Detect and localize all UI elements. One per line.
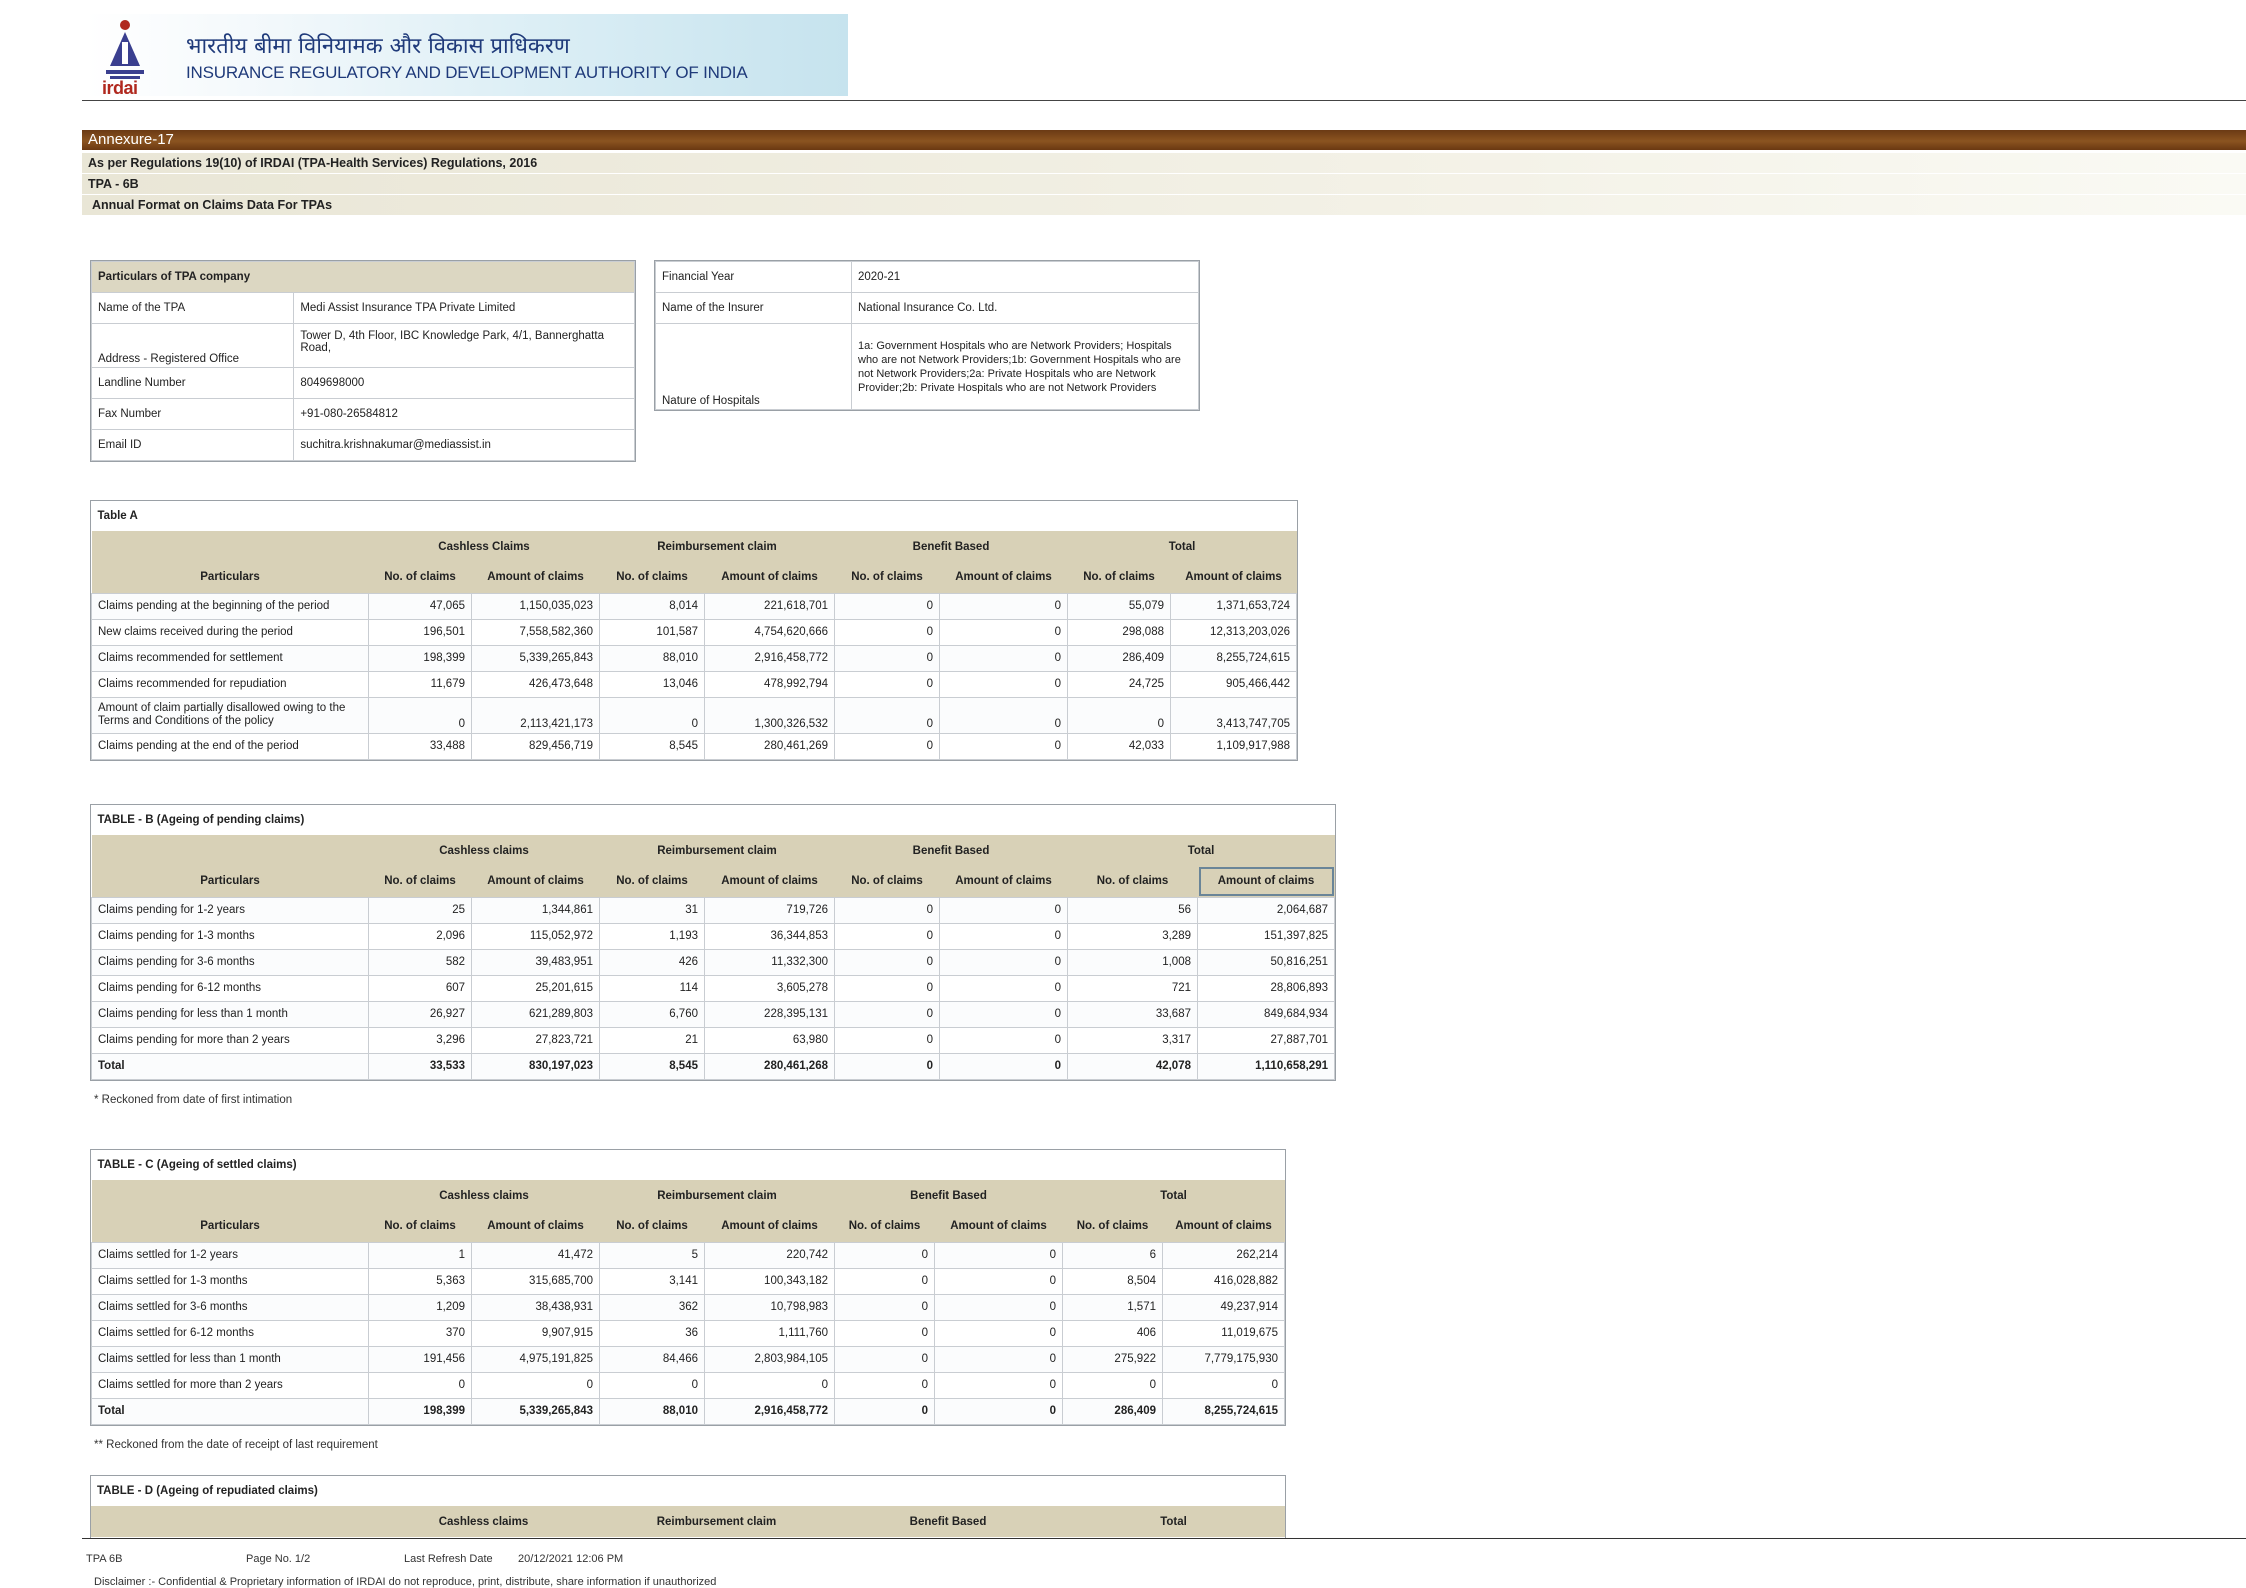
table-d-title: TABLE - D (Ageing of repudiated claims) xyxy=(91,1476,1285,1506)
row-label: Claims pending for 6-12 months xyxy=(92,975,369,1001)
cell-value: 0 xyxy=(940,1001,1068,1027)
insurer-table xyxy=(655,261,1199,410)
cell-value: 47,065 xyxy=(369,593,472,619)
total-value: 5,339,265,843 xyxy=(472,1398,600,1424)
cell-value: 42,033 xyxy=(1068,733,1171,759)
cell-value: 49,237,914 xyxy=(1163,1294,1285,1320)
cell-value: 0 xyxy=(940,949,1068,975)
cell-value: 0 xyxy=(935,1346,1063,1372)
footer-refresh-label: Last Refresh Date xyxy=(404,1553,493,1565)
table-row xyxy=(92,1242,1285,1268)
insurer-value: National Insurance Co. Ltd. xyxy=(852,293,1199,324)
cell-value: 0 xyxy=(835,593,940,619)
cell-value: 416,028,882 xyxy=(1163,1268,1285,1294)
cell-value: 1,300,326,532 xyxy=(705,697,835,733)
total-value: 286,409 xyxy=(1063,1398,1163,1424)
irdai-banner xyxy=(86,14,848,96)
tpa-heading: Particulars of TPA company xyxy=(92,262,635,293)
row-label: Claims recommended for settlement xyxy=(92,645,369,671)
cell-value: 426,473,648 xyxy=(472,671,600,697)
format-line: Annual Format on Claims Data For TPAs xyxy=(82,195,2246,215)
cell-value: 0 xyxy=(835,1320,935,1346)
table-a-grid xyxy=(91,501,1297,760)
cell-value: 0 xyxy=(835,619,940,645)
cell-value: 220,742 xyxy=(705,1242,835,1268)
column-header: No. of claims xyxy=(1068,562,1171,593)
total-value: 1,110,658,291 xyxy=(1198,1053,1335,1079)
table-row xyxy=(92,1346,1285,1372)
cell-value: 905,466,442 xyxy=(1171,671,1297,697)
column-header: Amount of claims xyxy=(472,562,600,593)
cell-value: 1 xyxy=(369,1242,472,1268)
cell-value: 275,922 xyxy=(1063,1346,1163,1372)
table-row xyxy=(92,671,1297,697)
cell-value: 1,008 xyxy=(1068,949,1198,975)
cell-value: 228,395,131 xyxy=(705,1001,835,1027)
cell-value: 100,343,182 xyxy=(705,1268,835,1294)
group-header: Total xyxy=(1068,835,1335,866)
cell-value: 1,109,917,988 xyxy=(1171,733,1297,759)
cell-value: 621,289,803 xyxy=(472,1001,600,1027)
row-label: Claims settled for 3-6 months xyxy=(92,1294,369,1320)
insurer-label: Financial Year xyxy=(656,262,852,293)
cell-value: 196,501 xyxy=(369,619,472,645)
group-header: Cashless claims xyxy=(368,1506,599,1537)
total-value: 8,255,724,615 xyxy=(1163,1398,1285,1424)
table-row xyxy=(92,1294,1285,1320)
column-header: No. of claims xyxy=(835,1211,935,1242)
group-header: Benefit Based xyxy=(835,531,1068,562)
cell-value: 280,461,269 xyxy=(705,733,835,759)
cell-value: 5,363 xyxy=(369,1268,472,1294)
table-row xyxy=(92,1027,1335,1053)
cell-value: 4,754,620,666 xyxy=(705,619,835,645)
cell-value: 607 xyxy=(369,975,472,1001)
cell-value: 1,344,861 xyxy=(472,897,600,923)
cell-value: 0 xyxy=(935,1372,1063,1398)
group-header: Cashless claims xyxy=(369,835,600,866)
column-header: Amount of claims xyxy=(940,866,1068,897)
cell-value: 0 xyxy=(835,897,940,923)
cell-value: 7,558,582,360 xyxy=(472,619,600,645)
row-label: Claims settled for more than 2 years xyxy=(92,1372,369,1398)
total-value: 830,197,023 xyxy=(472,1053,600,1079)
cell-value: 286,409 xyxy=(1068,645,1171,671)
tpa-value: Tower D, 4th Floor, IBC Knowledge Park, 4/1, Bannerghatta Road, xyxy=(294,324,635,368)
row-label: Claims pending for more than 2 years xyxy=(92,1027,369,1053)
cell-value: 21 xyxy=(600,1027,705,1053)
column-header: Amount of claims xyxy=(940,562,1068,593)
cell-value: 3,141 xyxy=(600,1268,705,1294)
column-header: No. of claims xyxy=(1063,1211,1163,1242)
row-label: Claims pending for 1-3 months xyxy=(92,923,369,949)
row-label: Claims pending for less than 1 month xyxy=(92,1001,369,1027)
insurer-label: Name of the Insurer xyxy=(656,293,852,324)
column-header: No. of claims xyxy=(369,562,472,593)
column-header: Amount of claims xyxy=(472,1211,600,1242)
row-label: Claims pending for 1-2 years xyxy=(92,897,369,923)
cell-value: 8,545 xyxy=(600,733,705,759)
total-value: 8,545 xyxy=(600,1053,705,1079)
group-header: Reimbursement claim xyxy=(600,531,835,562)
column-header: No. of claims xyxy=(600,866,705,897)
column-header: Amount of claims xyxy=(705,866,835,897)
total-row xyxy=(92,1053,1335,1079)
cell-value: 0 xyxy=(835,1294,935,1320)
cell-value: 719,726 xyxy=(705,897,835,923)
table-row xyxy=(92,923,1335,949)
table-row xyxy=(92,1320,1285,1346)
cell-value: 0 xyxy=(935,1268,1063,1294)
column-header: Amount of claims xyxy=(705,562,835,593)
cell-value: 478,992,794 xyxy=(705,671,835,697)
cell-value: 0 xyxy=(940,733,1068,759)
cell-value: 0 xyxy=(835,923,940,949)
tpa-particulars-box xyxy=(90,260,636,462)
row-label: Claims settled for 6-12 months xyxy=(92,1320,369,1346)
cell-value: 84,466 xyxy=(600,1346,705,1372)
cell-value: 3,413,747,705 xyxy=(1171,697,1297,733)
total-value: 33,533 xyxy=(369,1053,472,1079)
cell-value: 101,587 xyxy=(600,619,705,645)
cell-value: 1,150,035,023 xyxy=(472,593,600,619)
cell-value: 0 xyxy=(835,975,940,1001)
tpa-value: +91-080-26584812 xyxy=(294,399,635,430)
total-value: 0 xyxy=(940,1053,1068,1079)
row-label: Claims recommended for repudiation xyxy=(92,671,369,697)
irdai-logo xyxy=(100,18,150,96)
cell-value: 298,088 xyxy=(1068,619,1171,645)
total-value: 280,461,268 xyxy=(705,1053,835,1079)
cell-value: 5 xyxy=(600,1242,705,1268)
column-header: No. of claims xyxy=(600,1211,705,1242)
cell-value: 582 xyxy=(369,949,472,975)
table-row xyxy=(92,1001,1335,1027)
cell-value: 0 xyxy=(835,1346,935,1372)
total-value: 2,916,458,772 xyxy=(705,1398,835,1424)
cell-value: 362 xyxy=(600,1294,705,1320)
cell-value: 12,313,203,026 xyxy=(1171,619,1297,645)
cell-value: 0 xyxy=(940,645,1068,671)
row-label: Claims pending for 3-6 months xyxy=(92,949,369,975)
row-label: Claims pending at the beginning of the period xyxy=(92,593,369,619)
cell-value: 0 xyxy=(935,1320,1063,1346)
column-header: Particulars xyxy=(92,866,369,897)
column-header: No. of claims xyxy=(835,562,940,593)
cell-value: 1,193 xyxy=(600,923,705,949)
cell-value: 0 xyxy=(835,697,940,733)
cell-value: 25 xyxy=(369,897,472,923)
tpa-label: Name of the TPA xyxy=(92,293,294,324)
cell-value: 1,209 xyxy=(369,1294,472,1320)
cell-value: 1,571 xyxy=(1063,1294,1163,1320)
cell-value: 262,214 xyxy=(1163,1242,1285,1268)
group-header: Cashless Claims xyxy=(369,531,600,562)
column-header: Particulars xyxy=(92,1211,369,1242)
tpa-particulars-table xyxy=(91,261,635,461)
column-header: No. of claims xyxy=(1068,866,1198,897)
column-header: No. of claims xyxy=(369,1211,472,1242)
cell-value: 151,397,825 xyxy=(1198,923,1335,949)
table-b xyxy=(90,804,1336,1081)
cell-value: 5,339,265,843 xyxy=(472,645,600,671)
cell-value: 1,371,653,724 xyxy=(1171,593,1297,619)
tpa-value: suchitra.krishnakumar@mediassist.in xyxy=(294,430,635,461)
cell-value: 0 xyxy=(1063,1372,1163,1398)
cell-value: 55,079 xyxy=(1068,593,1171,619)
column-header-selected[interactable]: Amount of claims xyxy=(1198,866,1335,897)
cell-value: 198,399 xyxy=(369,645,472,671)
cell-value: 28,806,893 xyxy=(1198,975,1335,1001)
regulation-line: As per Regulations 19(10) of IRDAI (TPA-Health Services) Regulations, 2016 xyxy=(82,153,2246,173)
cell-value: 0 xyxy=(705,1372,835,1398)
cell-value: 2,916,458,772 xyxy=(705,645,835,671)
tpa-value: Medi Assist Insurance TPA Private Limited xyxy=(294,293,635,324)
table-row xyxy=(92,619,1297,645)
footer-rule xyxy=(82,1538,2246,1539)
cell-value: 36 xyxy=(600,1320,705,1346)
cell-value: 0 xyxy=(940,593,1068,619)
hindi-title: भारतीय बीमा विनियामक और विकास प्राधिकरण xyxy=(186,34,570,59)
cell-value: 0 xyxy=(940,1027,1068,1053)
group-header: Total xyxy=(1062,1506,1285,1537)
cell-value: 829,456,719 xyxy=(472,733,600,759)
insurer-box xyxy=(654,260,1200,411)
table-row xyxy=(92,897,1335,923)
cell-value: 33,687 xyxy=(1068,1001,1198,1027)
cell-value: 315,685,700 xyxy=(472,1268,600,1294)
table-row xyxy=(92,1268,1285,1294)
table-row xyxy=(92,949,1335,975)
cell-value: 39,483,951 xyxy=(472,949,600,975)
total-value: 0 xyxy=(835,1053,940,1079)
tpa-label: Landline Number xyxy=(92,368,294,399)
cell-value: 0 xyxy=(369,697,472,733)
table-c xyxy=(90,1149,1286,1426)
group-header: Total xyxy=(1063,1180,1285,1211)
cell-value: 191,456 xyxy=(369,1346,472,1372)
group-header: Reimbursement claim xyxy=(599,1506,834,1537)
cell-value: 31 xyxy=(600,897,705,923)
group-header: Benefit Based xyxy=(835,1180,1063,1211)
group-header: Total xyxy=(1068,531,1297,562)
cell-value: 8,255,724,615 xyxy=(1171,645,1297,671)
annexure-title: Annexure-17 xyxy=(82,130,2246,150)
cell-value: 0 xyxy=(835,1242,935,1268)
cell-value: 8,504 xyxy=(1063,1268,1163,1294)
total-value: 0 xyxy=(935,1398,1063,1424)
cell-value: 24,725 xyxy=(1068,671,1171,697)
cell-value: 426 xyxy=(600,949,705,975)
footer-page: Page No. 1/2 xyxy=(246,1553,311,1565)
cell-value: 3,296 xyxy=(369,1027,472,1053)
cell-value: 0 xyxy=(835,1001,940,1027)
column-header: Amount of claims xyxy=(705,1211,835,1242)
table-row xyxy=(92,697,1297,733)
column-header: Amount of claims xyxy=(472,866,600,897)
table-b-grid xyxy=(91,805,1335,1080)
cell-value: 0 xyxy=(940,697,1068,733)
cell-value: 0 xyxy=(835,949,940,975)
table-c-title: TABLE - C (Ageing of settled claims) xyxy=(92,1150,1285,1180)
cell-value: 114 xyxy=(600,975,705,1001)
cell-value: 25,201,615 xyxy=(472,975,600,1001)
cell-value: 849,684,934 xyxy=(1198,1001,1335,1027)
table-row xyxy=(92,733,1297,759)
cell-value: 115,052,972 xyxy=(472,923,600,949)
cell-value: 26,927 xyxy=(369,1001,472,1027)
row-label: New claims received during the period xyxy=(92,619,369,645)
cell-value: 6 xyxy=(1063,1242,1163,1268)
cell-value: 63,980 xyxy=(705,1027,835,1053)
tpa-value: 8049698000 xyxy=(294,368,635,399)
row-label: Amount of claim partially disallowed owing to the Terms and Conditions of the policy xyxy=(92,697,369,733)
table-c-note: ** Reckoned from the date of receipt of last requirement xyxy=(94,1439,378,1451)
english-title: INSURANCE REGULATORY AND DEVELOPMENT AUTHORITY OF INDIA xyxy=(186,63,748,82)
cell-value: 88,010 xyxy=(600,645,705,671)
cell-value: 0 xyxy=(940,897,1068,923)
cell-value: 9,907,915 xyxy=(472,1320,600,1346)
cell-value: 0 xyxy=(835,671,940,697)
table-a xyxy=(90,500,1298,761)
table-b-title: TABLE - B (Ageing of pending claims) xyxy=(92,805,1335,835)
form-line: TPA - 6B xyxy=(82,174,2246,194)
cell-value: 41,472 xyxy=(472,1242,600,1268)
row-label: Claims pending at the end of the period xyxy=(92,733,369,759)
cell-value: 3,317 xyxy=(1068,1027,1198,1053)
cell-value: 0 xyxy=(472,1372,600,1398)
cell-value: 11,019,675 xyxy=(1163,1320,1285,1346)
table-row xyxy=(92,593,1297,619)
cell-value: 221,618,701 xyxy=(705,593,835,619)
footer-refresh-value: 20/12/2021 12:06 PM xyxy=(518,1553,624,1565)
column-header: No. of claims xyxy=(835,866,940,897)
total-value: 42,078 xyxy=(1068,1053,1198,1079)
cell-value: 0 xyxy=(835,645,940,671)
cell-value: 2,096 xyxy=(369,923,472,949)
cell-value: 1,111,760 xyxy=(705,1320,835,1346)
column-header: No. of claims xyxy=(600,562,705,593)
cell-value: 2,803,984,105 xyxy=(705,1346,835,1372)
cell-value: 0 xyxy=(369,1372,472,1398)
insurer-label: Nature of Hospitals xyxy=(656,324,852,410)
cell-value: 0 xyxy=(835,1027,940,1053)
row-label: Claims settled for less than 1 month xyxy=(92,1346,369,1372)
header-rule xyxy=(82,100,2246,101)
total-value: 88,010 xyxy=(600,1398,705,1424)
cell-value: 0 xyxy=(1068,697,1171,733)
cell-value: 0 xyxy=(600,697,705,733)
total-label: Total xyxy=(92,1398,369,1424)
total-value: 0 xyxy=(835,1398,935,1424)
cell-value: 10,798,983 xyxy=(705,1294,835,1320)
group-header: Reimbursement claim xyxy=(600,1180,835,1211)
cell-value: 56 xyxy=(1068,897,1198,923)
cell-value: 13,046 xyxy=(600,671,705,697)
group-header: Cashless claims xyxy=(369,1180,600,1211)
cell-value: 0 xyxy=(1163,1372,1285,1398)
irdai-logo-text: irdai xyxy=(102,78,138,98)
total-value: 198,399 xyxy=(369,1398,472,1424)
tpa-label: Address - Registered Office xyxy=(92,324,294,368)
cell-value: 11,332,300 xyxy=(705,949,835,975)
cell-value: 11,679 xyxy=(369,671,472,697)
cell-value: 2,113,421,173 xyxy=(472,697,600,733)
cell-value: 0 xyxy=(835,733,940,759)
table-row xyxy=(92,975,1335,1001)
cell-value: 0 xyxy=(935,1242,1063,1268)
table-c-grid xyxy=(91,1150,1285,1425)
insurer-value: 1a: Government Hospitals who are Network Providers; Hospitals who are not Network Providers;1b: Government Hospitals who are not Network Providers;2a: Private Hospitals who are Network Provider;2b: Private Hospitals who are not Network Providers xyxy=(852,324,1199,410)
total-label: Total xyxy=(92,1053,369,1079)
table-a-title: Table A xyxy=(92,501,1297,531)
row-label: Claims settled for 1-3 months xyxy=(92,1268,369,1294)
total-row xyxy=(92,1398,1285,1424)
cell-value: 6,760 xyxy=(600,1001,705,1027)
cell-value: 0 xyxy=(935,1294,1063,1320)
column-header: Amount of claims xyxy=(935,1211,1063,1242)
table-d xyxy=(90,1475,1286,1539)
cell-value: 7,779,175,930 xyxy=(1163,1346,1285,1372)
cell-value: 8,014 xyxy=(600,593,705,619)
cell-value: 50,816,251 xyxy=(1198,949,1335,975)
insurer-value: 2020-21 xyxy=(852,262,1199,293)
table-d-grid xyxy=(91,1476,1285,1537)
cell-value: 36,344,853 xyxy=(705,923,835,949)
table-row xyxy=(92,1372,1285,1398)
cell-value: 3,289 xyxy=(1068,923,1198,949)
cell-value: 370 xyxy=(369,1320,472,1346)
cell-value: 0 xyxy=(835,1268,935,1294)
tpa-label: Email ID xyxy=(92,430,294,461)
group-header: Benefit Based xyxy=(835,835,1068,866)
cell-value: 0 xyxy=(940,975,1068,1001)
table-b-note: * Reckoned from date of first intimation xyxy=(94,1094,293,1106)
group-header: Benefit Based xyxy=(834,1506,1062,1537)
cell-value: 721 xyxy=(1068,975,1198,1001)
cell-value: 2,064,687 xyxy=(1198,897,1335,923)
cell-value: 406 xyxy=(1063,1320,1163,1346)
cell-value: 4,975,191,825 xyxy=(472,1346,600,1372)
group-header: Reimbursement claim xyxy=(600,835,835,866)
tpa-label: Fax Number xyxy=(92,399,294,430)
column-header: Particulars xyxy=(92,562,369,593)
cell-value: 33,488 xyxy=(369,733,472,759)
column-header: No. of claims xyxy=(369,866,472,897)
cell-value: 27,887,701 xyxy=(1198,1027,1335,1053)
footer-form: TPA 6B xyxy=(86,1553,123,1565)
cell-value: 3,605,278 xyxy=(705,975,835,1001)
cell-value: 27,823,721 xyxy=(472,1027,600,1053)
table-row xyxy=(92,645,1297,671)
cell-value: 0 xyxy=(940,619,1068,645)
row-label: Claims settled for 1-2 years xyxy=(92,1242,369,1268)
cell-value: 0 xyxy=(940,671,1068,697)
cell-value: 0 xyxy=(835,1372,935,1398)
column-header: Amount of claims xyxy=(1163,1211,1285,1242)
cell-value: 0 xyxy=(940,923,1068,949)
cell-value: 38,438,931 xyxy=(472,1294,600,1320)
column-header: Amount of claims xyxy=(1171,562,1297,593)
cell-value: 0 xyxy=(600,1372,705,1398)
disclaimer: Disclaimer :- Confidential & Proprietary information of IRDAI do not reproduce, print, distribute, share information if unauthorized xyxy=(94,1576,717,1588)
